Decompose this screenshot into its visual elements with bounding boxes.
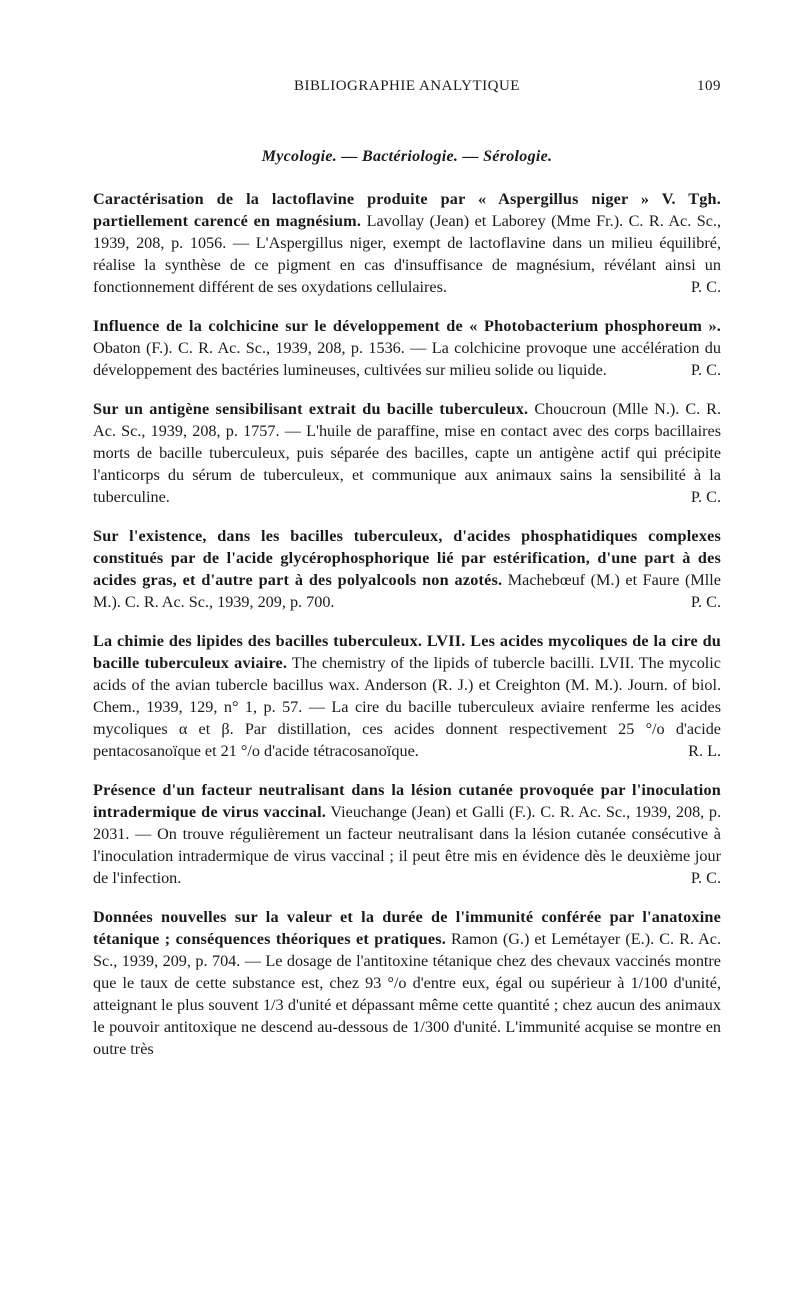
entry-title: Données nouvelles sur la valeur et la durée de l'immunité conférée par l'anatoxine tétanique ; conséquences théoriques et pratiques.	[93, 908, 721, 948]
section-title: Mycologie. — Bactériologie. — Sérologie.	[261, 148, 553, 165]
entry-signature: P. C.	[690, 278, 721, 296]
entry-body: Choucroun (Mlle N.). C. R. Ac. Sc., 1939, 208, p. 1757. — L'huile de paraffine, mise en contact avec des corps bacillaires morts de bacille tuberculeux, puis séparée des bacilles, capte un antigène actif qui précipite l'anticorps du sérum de tuberculeux, et communique aux animaux sains la sensibilité à la tuberculine.	[93, 400, 722, 506]
bibliography-entry	[93, 525, 721, 613]
entry-signature: P. C.	[690, 593, 721, 611]
entry-title: Sur un antigène sensibilisant extrait du bacille tuberculeux.	[93, 400, 529, 418]
bibliography-entry	[93, 779, 721, 889]
entry-signature: P. C.	[690, 361, 721, 379]
bibliography-entry	[93, 188, 721, 298]
entry-signature: R. L.	[688, 742, 721, 760]
bibliography-entry	[93, 630, 721, 762]
entry-signature: P. C.	[690, 869, 721, 887]
entry-title: Présence d'un facteur neutralisant dans la lésion cutanée provoquée par l'inoculation intradermique de virus vaccinal.	[93, 781, 721, 821]
bibliography-entry	[93, 906, 721, 1060]
entry-body: Ramon (G.) et Lemétayer (E.). C. R. Ac. Sc., 1939, 209, p. 704. — Le dosage de l'antitoxine tétanique chez des chevaux vaccinés montre que le taux de cette substance est, chez 93 °/o d'entre eux, égal ou supérieur à 1/100 d'unité, atteignant le plus souvent 1/3 d'unité et dépassant même cette quantité ; chez aucun des animaux le pouvoir antitoxique ne descend au-dessous de 1/300 d'unité. L'immunité acquise se montre en outre très	[93, 930, 722, 1058]
entry-title: Sur l'existence, dans les bacilles tuberculeux, d'acides phosphatidiques complexes constitués par de l'acide glycérophosphorique lié par estérification, d'une part à des acides gras, et d'autre part à des polyalcools non azotés.	[93, 527, 721, 589]
entry-body: Machebœuf (M.) et Faure (Mlle M.). C. R. Ac. Sc., 1939, 209, p. 700.	[93, 571, 721, 611]
entry-title: Influence de la colchicine sur le développement de « Photobacterium phosphoreum ».	[93, 317, 721, 335]
page-number: 109	[697, 78, 721, 94]
entry-body: Lavollay (Jean) et Laborey (Mme Fr.). C. R. Ac. Sc., 1939, 208, p. 1056. — L'Aspergillus niger, exempt de lactoflavine dans un milieu équilibré, réalise la synthèse de ce pigment en cas d'insuffisance de magnésium, révélant ainsi un fonctionnement différent de ses oxydations cellulaires.	[93, 212, 722, 296]
bibliography-entry	[93, 398, 721, 508]
entry-body: Obaton (F.). C. R. Ac. Sc., 1939, 208, p. 1536. — La colchicine provoque une accélération du développement des bactéries lumineuses, cultivées sur milieu solide ou liquide.	[93, 339, 721, 379]
entry-title: Caractérisation de la lactoflavine produite par « Aspergillus niger » V. Tgh. partiellement carencé en magnésium.	[93, 190, 721, 230]
running-header	[93, 78, 721, 108]
document-page	[93, 78, 721, 1077]
entry-body: Vieuchange (Jean) et Galli (F.). C. R. Ac. Sc., 1939, 208, p. 2031. — On trouve régulièrement un facteur neutralisant dans la lésion cutanée consécutive à l'inoculation intradermique de virus vaccinal ; il peut être mis en évidence dès le deuxième jour de l'infection.	[93, 803, 722, 887]
bibliography-entry	[93, 315, 721, 381]
header-title: BIBLIOGRAPHIE ANALYTIQUE	[294, 78, 520, 94]
entry-body: The chemistry of the lipids of tubercle bacilli. LVII. The mycolic acids of the avian tubercle bacillus wax. Anderson (R. J.) et Creighton (M. M.). Journ. of biol. Chem., 1939, 129, n° 1, p. 57. — La cire du bacille tuberculeux aviaire renferme les acides mycoliques α et β. Par distillation, ces acides donnent respectivement 25 °/o d'acide pentacosanoïque et 21 °/o d'acide tétracosanoïque.	[93, 654, 721, 760]
entry-signature: P. C.	[690, 488, 721, 506]
entry-title: La chimie des lipides des bacilles tuberculeux. LVII. Les acides mycoliques de la cire du bacille tuberculeux aviaire.	[93, 632, 721, 672]
